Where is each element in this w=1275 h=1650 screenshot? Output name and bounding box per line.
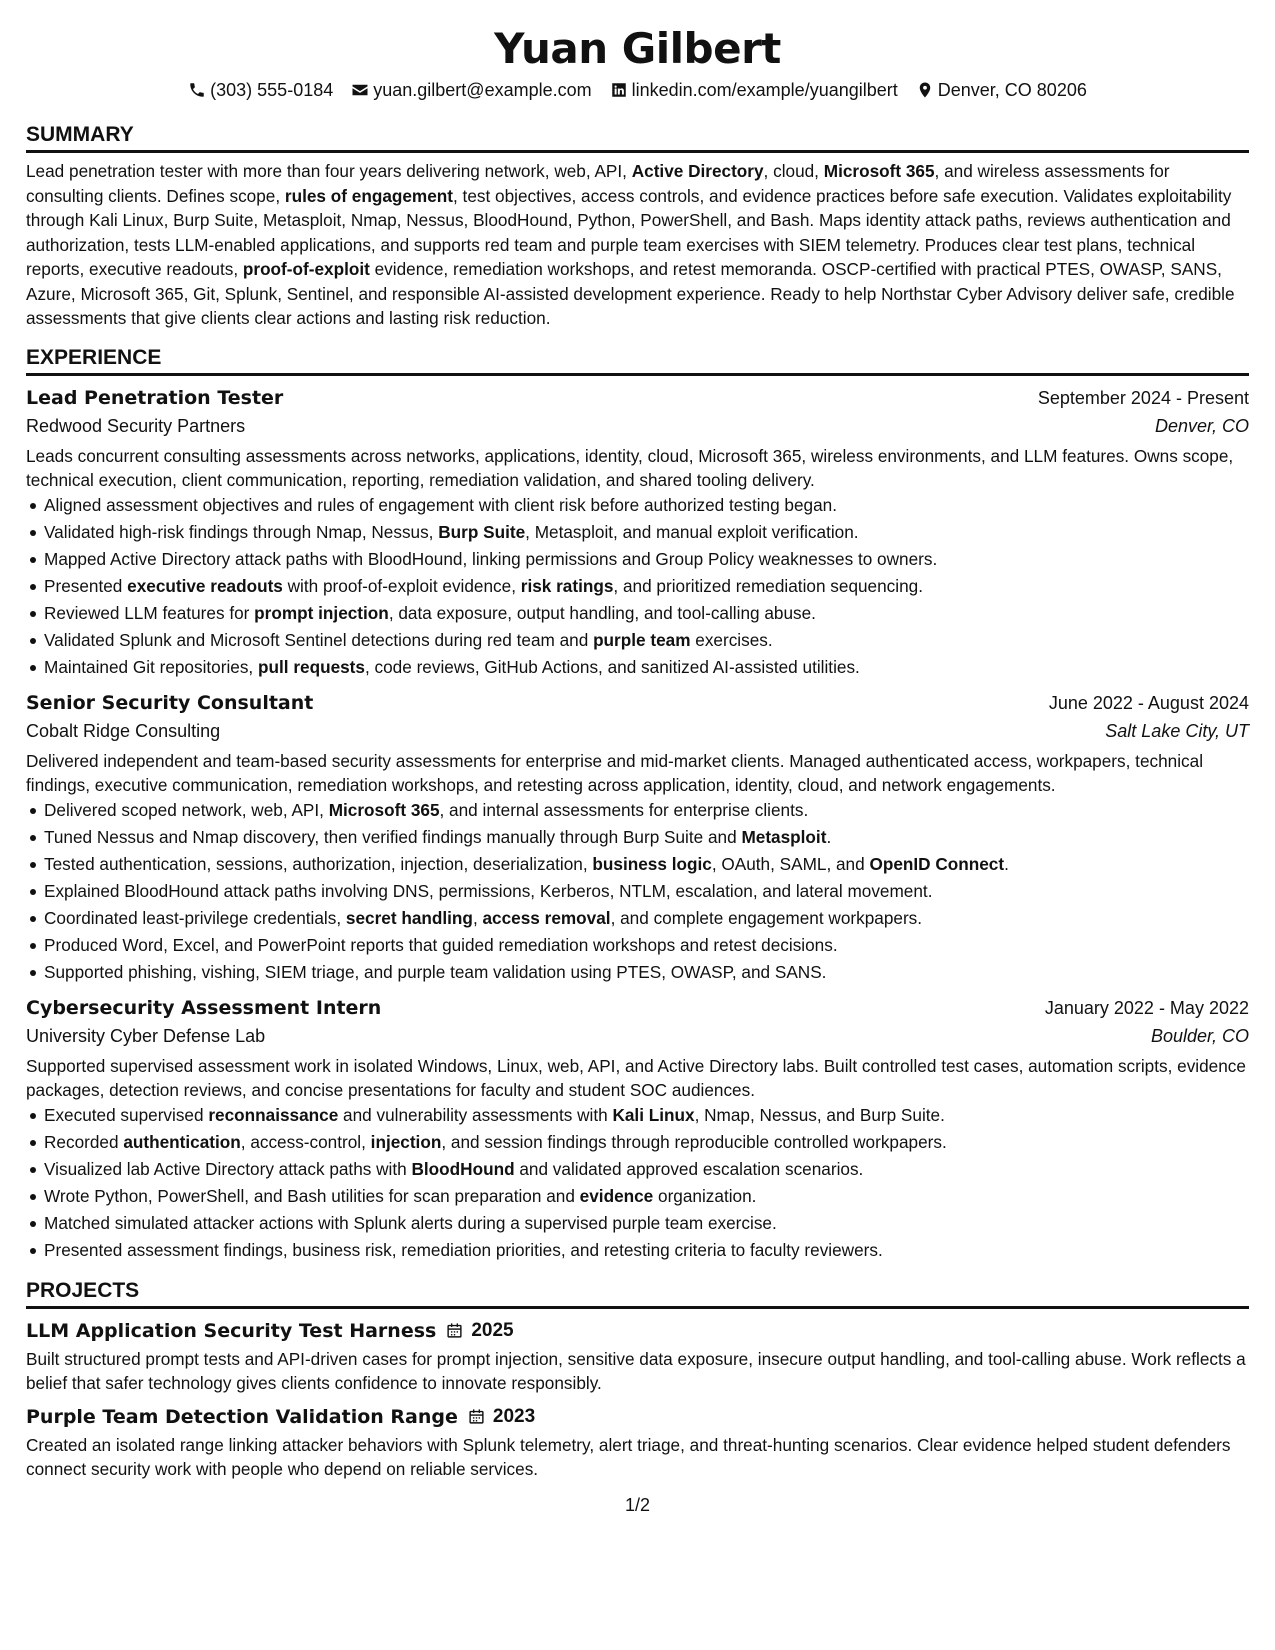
job-company: Redwood Security Partners [26,415,246,436]
job-company: Cobalt Ridge Consulting [26,720,221,741]
bold-term: Microsoft 365 [328,799,440,820]
bullet-item: Matched simulated attacker actions with Splunk alerts during a supervised purple team exercise. [26,1210,1249,1237]
bullet-item: Visualized lab Active Directory attack paths with BloodHound and validated approved escalation scenarios. [26,1156,1249,1183]
bullet-item: Recorded authentication, access-control, injection, and session findings through reproducible controlled workpapers. [26,1129,1249,1156]
bold-term: Microsoft 365 [823,161,935,181]
contact-email-text[interactable]: yuan.gilbert@example.com [373,80,592,100]
calendar-icon [446,1322,463,1339]
project-description: Created an isolated range linking attacker behaviors with Splunk telemetry, alert triage, and threat-hunting scenarios. Clear evidence helped student defenders connect security work with people who depend on reliable services. [26,1434,1231,1479]
job-description: Leads concurrent consulting assessments across networks, applications, identity, cloud, Microsoft 365, wireless environments, and LLM features. Owns scope, technical execution, client communication, reporting, remediation validation, and shared tooling delivery. [26,445,1234,490]
bullet-item: Tested authentication, sessions, authorization, injection, deserialization, business logic, OAuth, SAML, and OpenID Connect. [26,851,1249,878]
bold-term: injection [370,1131,442,1152]
contact-linkedin-text[interactable]: linkedin.com/example/yuangilbert [631,80,898,100]
bold-term: business logic [592,853,712,874]
bold-term: rules of engagement [284,185,453,206]
project-year [446,1320,513,1342]
job-entry [26,689,1249,986]
bold-term: pull requests [258,656,365,677]
projects-heading: PROJECTS [26,1278,1249,1309]
job-description: Delivered independent and team-based security assessments for enterprise and mid-market clients. Managed authenticated access, workpapers, technical findings, executive communication, remediation workshops, and retesting across application, identity, cloud, and network engagements. [26,750,1204,795]
job-dates: September 2024 - Present [1037,387,1249,408]
project-entry [26,1403,1249,1481]
project-year-text: 2025 [471,1319,514,1341]
project-year [468,1406,535,1428]
job-title: Lead Penetration Tester [26,386,284,409]
project-title: LLM Application Security Test Harness [26,1319,437,1342]
job-dates: January 2022 - May 2022 [1044,997,1249,1018]
bold-term: Burp Suite [438,521,526,542]
bullet-item: Presented executive readouts with proof-of-exploit evidence, risk ratings, and prioritized remediation sequencing. [26,573,1249,600]
job-bullets [26,797,1249,986]
page-number: 1/2 [624,1495,651,1515]
bold-term: Metasploit [741,826,827,847]
project-entry [26,1317,1249,1395]
bullet-item: Aligned assessment objectives and rules of engagement with client risk before authorized testing began. [26,492,1249,519]
bold-term: OpenID Connect [869,853,1005,874]
job-entry [26,994,1249,1264]
map-pin-icon [916,81,934,99]
summary-section [26,122,1249,331]
bullet-item: Validated Splunk and Microsoft Sentinel detections during red team and purple team exercises. [26,627,1249,654]
job-company: University Cyber Defense Lab [26,1025,266,1046]
contact-bar [26,78,1249,102]
project-description: Built structured prompt tests and API-driven cases for prompt injection, sensitive data exposure, insecure output handling, and tool-calling abuse. Work reflects a belief that safer technology gives clients confidence to innovate responsibly. [26,1348,1246,1393]
bullet-item: Delivered scoped network, web, API, Microsoft 365, and internal assessments for enterprise clients. [26,797,1249,824]
projects-section [26,1278,1249,1481]
bold-term: prompt injection [254,602,389,623]
job-title: Senior Security Consultant [26,691,314,714]
bold-term: reconnaissance [208,1104,339,1125]
contact-linkedin[interactable] [610,78,898,102]
project-year-text: 2023 [492,1405,536,1427]
job-location: Salt Lake City, UT [1105,720,1249,741]
job-dates: June 2022 - August 2024 [1048,692,1249,713]
experience-section [26,345,1249,1264]
contact-phone-text: (303) 555-0184 [210,80,334,100]
job-location: Boulder, CO [1150,1025,1249,1046]
bullet-item: Explained BloodHound attack paths involving DNS, permissions, Kerberos, NTLM, escalation, and lateral movement. [26,878,1249,905]
bullet-item: Maintained Git repositories, pull requests, code reviews, GitHub Actions, and sanitized AI-assisted utilities. [26,654,1249,681]
bold-term: authentication [123,1131,241,1152]
job-title: Cybersecurity Assessment Intern [26,996,382,1019]
job-bullets [26,1102,1249,1264]
bullet-item: Reviewed LLM features for prompt injection, data exposure, output handling, and tool-calling abuse. [26,600,1249,627]
experience-heading: EXPERIENCE [26,345,1249,376]
bullet-item: Validated high-risk findings through Nmap, Nessus, Burp Suite, Metasploit, and manual exploit verification. [26,519,1249,546]
bold-term: BloodHound [411,1158,515,1179]
bullet-item: Coordinated least-privilege credentials, secret handling, access removal, and complete engagement workpapers. [26,905,1249,932]
contact-location [916,78,1087,102]
project-title: Purple Team Detection Validation Range [26,1405,458,1428]
bullet-item: Presented assessment findings, business risk, remediation priorities, and retesting criteria to faculty reviewers. [26,1237,1249,1264]
bullet-item: Produced Word, Excel, and PowerPoint reports that guided remediation workshops and retest decisions. [26,932,1249,959]
contact-location-text: Denver, CO 80206 [937,80,1087,100]
bold-term: access removal [482,907,611,928]
bold-term: evidence [579,1185,654,1206]
job-entry [26,384,1249,681]
bullet-item: Wrote Python, PowerShell, and Bash utilities for scan preparation and evidence organization. [26,1183,1249,1210]
candidate-name: Yuan Gilbert [494,24,781,73]
bold-term: executive readouts [127,575,283,596]
job-description: Supported supervised assessment work in isolated Windows, Linux, web, API, and Active Directory labs. Built controlled test cases, automation scripts, evidence packages, detection reviews, and concise presentations for faculty and student SOC audiences. [26,1055,1246,1100]
bullet-item: Tuned Nessus and Nmap discovery, then verified findings manually through Burp Suite and Metasploit. [26,824,1249,851]
bullet-item: Supported phishing, vishing, SIEM triage, and purple team validation using PTES, OWASP, and SANS. [26,959,1249,986]
job-location: Denver, CO [1154,415,1249,436]
job-bullets [26,492,1249,681]
linkedin-icon [610,81,628,99]
summary-heading: SUMMARY [26,122,1249,153]
contact-email[interactable] [351,78,591,102]
bullet-item: Executed supervised reconnaissance and vulnerability assessments with Kali Linux, Nmap, Nessus, and Burp Suite. [26,1102,1249,1129]
bold-term: secret handling [345,907,473,928]
summary-text: Lead penetration tester with more than four years delivering network, web, API, Active Directory, cloud, Microsoft 365, and wireless assessments for consulting clients. Defines scope, rules of engagement, test objectives, access controls, and evidence practices before safe execution. Validates exploitability through Kali Linux, Burp Suite, Metasploit, Nmap, Nessus, BloodHound, Python, PowerShell, and Bash. Maps identity attack paths, reviews authentication and authorization, tests LLM-enabled applications, and supports red team and purple team exercises with SIEM telemetry. Produces clear test plans, technical reports, executive readouts, proof-of-exploit evidence, remediation workshops, and retest memoranda. OSCP-certified with practical PTES, OWASP, SANS, Azure, Microsoft 365, Git, Splunk, Sentinel, and responsible AI-assisted development experience. Ready to help Northstar Cyber Advisory deliver safe, credible assessments that give clients clear actions and lasting risk reduction. [26,161,1235,328]
bold-term: risk ratings [520,575,614,596]
bold-term: proof-of-exploit [242,259,370,279]
resume-page [26,0,1249,1481]
bold-term: purple team [593,629,691,650]
calendar-icon [468,1408,485,1425]
phone-icon [188,81,206,99]
bullet-item: Mapped Active Directory attack paths with BloodHound, linking permissions and Group Policy weaknesses to owners. [26,546,1249,573]
contact-phone [188,78,333,102]
bold-term: Active Directory [631,161,764,181]
bold-term: Kali Linux [612,1104,695,1125]
envelope-icon [351,81,369,99]
